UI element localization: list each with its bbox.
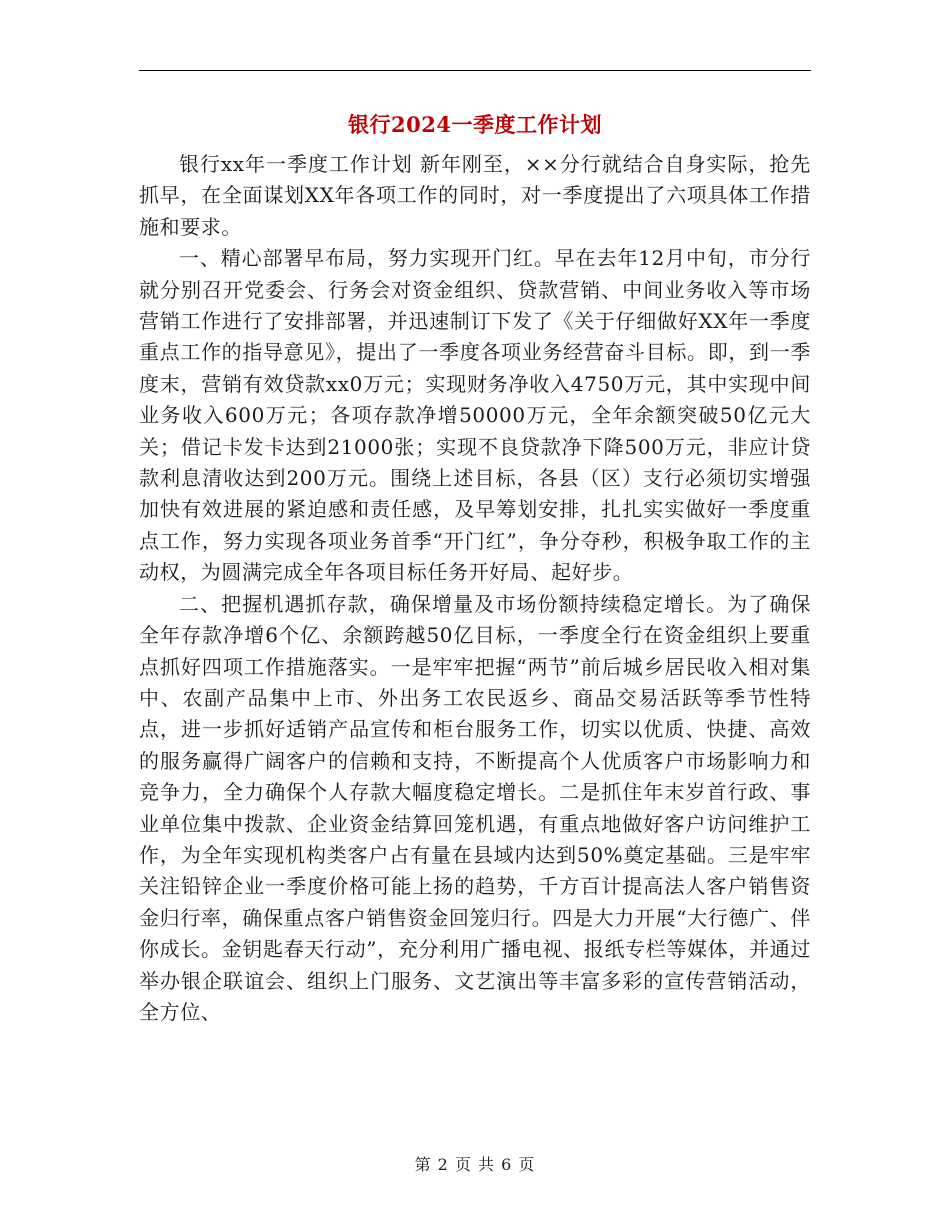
paragraph-intro: 银行xx年一季度工作计划 新年刚至，××分行就结合自身实际，抢先抓早，在全面谋划XX年各项工作的同时，对一季度提出了六项具体工作措施和要求。 bbox=[139, 152, 811, 239]
document-body bbox=[139, 149, 811, 1028]
header-rule bbox=[139, 70, 811, 71]
page-footer: 第 2 页 共 6 页 bbox=[414, 1155, 536, 1174]
paragraph-section-1: 一、精心部署早布局，努力实现开门红。早在去年12月中旬，市分行就分别召开党委会、行务会对资金组织、贷款营销、中间业务收入等市场营销工作进行了安排部署，并迅速制订下发了《关于仔细做好XX年一季度重点工作的指导意见》，提出了一季度各项业务经营奋斗目标。即，到一季度末，营销有效贷款xx0万元；实现财务净收入4750万元，其中实现中间业务收入600万元；各项存款净增50000万元，全年余额突破50亿元大关；借记卡发卡达到21000张；实现不良贷款净下降500万元，非应计贷款利息清收达到200万元。围绕上述目标，各县（区）支行必须切实增强加快有效进展的紧迫感和责任感，及早筹划安排，扎扎实实做好一季度重点工作，努力实现各项业务首季“开门红”，争分夺秒，积极争取工作的主动权，为圆满完成全年各项目标任务开好局、起好步。 bbox=[139, 246, 811, 585]
paragraph-section-2: 二、把握机遇抓存款，确保增量及市场份额持续稳定增长。为了确保全年存款净增6个亿、余额跨越50亿目标，一季度全行在资金组织上要重点抓好四项工作措施落实。一是牢牢把握“两节”前后城乡居民收入相对集中、农副产品集中上市、外出务工农民返乡、商品交易活跃等季节性特点，进一步抓好适销产品宣传和柜台服务工作，切实以优质、快捷、高效的服务赢得广阔客户的信赖和支持，不断提高个人优质客户市场影响力和竞争力，全力确保个人存款大幅度稳定增长。二是抓住年末岁首行政、事业单位集中拨款、企业资金结算回笼机遇，有重点地做好客户访问维护工作，为全年实现机构类客户占有量在县域内达到50%奠定基础。三是牢牢关注铅锌企业一季度价格可能上扬的趋势，千方百计提高法人客户销售资金归行率，确保重点客户销售资金回笼归行。四是大力开展“大行德广、伴你成长。金钥匙春天行动”，充分利用广播电视、报纸专栏等媒体，并通过举办银企联谊会、组织上门服务、文艺演出等丰富多彩的宣传营销活动，全方位、 bbox=[139, 591, 811, 1024]
document-title: 银行2024一季度工作计划 bbox=[348, 112, 602, 137]
